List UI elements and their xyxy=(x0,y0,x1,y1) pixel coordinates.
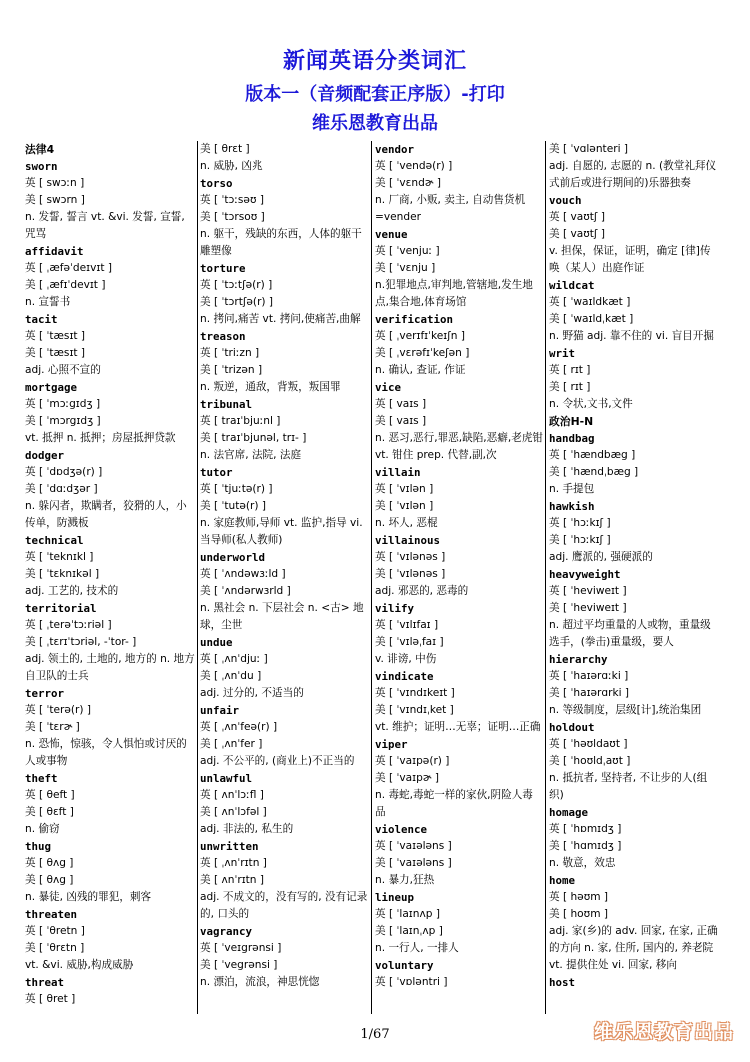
definition: n. 宣誓书 xyxy=(25,296,71,308)
phonetic: 英 [ ˈtriːzn ] xyxy=(200,347,260,359)
definition: n. 漂泊，流浪，神思恍惚 xyxy=(200,976,320,988)
phonetic: 美 [ ˈvɪləˌfaɪ ] xyxy=(375,636,444,648)
headword: unwritten xyxy=(200,840,259,853)
phonetic: 英 [ ˈterə(r) ] xyxy=(25,704,92,716)
phonetic: 美 [ ˈvɛndɚ ] xyxy=(375,177,441,189)
phonetic: 美 [ ˈθrɛtn ] xyxy=(25,942,85,954)
headword: vice xyxy=(375,381,402,394)
vocab-column-2 xyxy=(200,141,368,1014)
definition: n. 偷窃 xyxy=(25,823,60,835)
headword: technical xyxy=(25,534,84,547)
column-divider xyxy=(197,141,198,1014)
definition: adj. 工艺的, 技术的 xyxy=(25,585,119,597)
phonetic: 美 [ ˌʌnˈdu ] xyxy=(200,670,262,682)
headword: verification xyxy=(375,313,454,326)
phonetic: 美 [ ˈvaɪələns ] xyxy=(375,857,452,869)
phonetic: 美 [ ˈtrizən ] xyxy=(200,364,263,376)
phonetic: 英 [ ˈtɔːtʃə(r) ] xyxy=(200,279,273,291)
headword: lineup xyxy=(375,891,415,904)
vocab-column-4 xyxy=(549,141,721,1014)
phonetic: 美 [ ˌæfɪˈdevɪt ] xyxy=(25,279,106,291)
headword: hawkish xyxy=(549,500,595,513)
phonetic: 美 [ vaʊtʃ ] xyxy=(549,228,605,240)
definition: n. 叛逆，通敌，背叛，叛国罪 xyxy=(200,381,341,393)
phonetic: 美 [ ˈvegrənsi ] xyxy=(200,959,278,971)
phonetic: 美 [ ˈtɔrtʃə(r) ] xyxy=(200,296,274,308)
headword: unfair xyxy=(200,704,240,717)
phonetic: 美 [ ˌvɛrəfɪˈkeʃən ] xyxy=(375,347,470,359)
definition: n. 暴力,狂热 xyxy=(375,874,435,886)
headword: territorial xyxy=(25,602,97,615)
headword: home xyxy=(549,874,576,887)
definition: n. 躯干，残缺的东西，人体的躯干雕塑像 xyxy=(200,228,362,257)
headword: handbag xyxy=(549,432,595,445)
headword: vendor xyxy=(375,143,415,156)
definition: adj. 心照不宣的 xyxy=(25,364,101,376)
phonetic: 英 [ ˈhəʊldaʊt ] xyxy=(549,738,628,750)
headword: venue xyxy=(375,228,408,241)
section-heading: 政治H-N xyxy=(549,415,594,428)
phonetic: 美 [ ˈhɑmɪdʒ ] xyxy=(549,840,622,852)
headword: underworld xyxy=(200,551,266,564)
phonetic: 美 [ ˈtæsɪt ] xyxy=(25,347,86,359)
definition: n. 抵抗者, 坚持者, 不让步的人(组织) xyxy=(549,772,708,801)
headword: vouch xyxy=(549,194,582,207)
phonetic: 英 [ ˌʌnˈfeə(r) ] xyxy=(200,721,278,733)
phonetic: 英 [ həʊm ] xyxy=(549,891,609,903)
phonetic: 英 [ ˌverɪfɪˈkeɪʃn ] xyxy=(375,330,466,342)
phonetic: 美 [ ˈdɑːdʒər ] xyxy=(25,483,98,495)
phonetic: 美 [ ˈwaɪldˌkæt ] xyxy=(549,313,634,325)
definition: n. 发誓, 誓言 vt. &vi. 发誓, 宣誓, 咒骂 xyxy=(25,211,185,240)
definition: vt. 抵押 n. 抵押；房屋抵押贷款 xyxy=(25,432,176,444)
phonetic: 英 [ θret ] xyxy=(25,993,76,1005)
definition: v. 诽谤, 中伤 xyxy=(375,653,437,665)
phonetic: 英 [ ˈheviweɪt ] xyxy=(549,585,627,597)
phonetic: 美 [ θrɛt ] xyxy=(200,143,250,155)
headword: vindicate xyxy=(375,670,434,683)
phonetic: 英 [ ˈveɪgrənsi ] xyxy=(200,942,282,954)
phonetic: 美 [ ʌnˈrɪtn ] xyxy=(200,874,265,886)
definition: n. 法官席, 法院, 法庭 xyxy=(200,449,302,461)
headword: vagrancy xyxy=(200,925,253,938)
column-divider xyxy=(545,141,546,1014)
page-number: 1/67 xyxy=(360,1027,390,1042)
phonetic: 英 [ ˌæfəˈdeɪvɪt ] xyxy=(25,262,112,274)
definition: n. 手提包 xyxy=(549,483,595,495)
phonetic: 英 [ ˈtæsɪt ] xyxy=(25,330,86,342)
phonetic: 英 [ ˌterəˈtɔːriəl ] xyxy=(25,619,112,631)
definition: n. 恐怖，惊骇，令人惧怕或讨厌的人或事物 xyxy=(25,738,187,767)
page-subtitle: 版本一（音频配套正序版）-打印 xyxy=(245,84,505,105)
phonetic: 英 [ ˈvɪndɪkeɪt ] xyxy=(375,687,455,699)
phonetic: 英 [ ˈʌndəwɜːld ] xyxy=(200,568,286,580)
phonetic: 美 [ ˈvɑlənteri ] xyxy=(549,143,629,155)
headword: threat xyxy=(25,976,65,989)
phonetic: 美 [ ˈmɔrgɪdʒ ] xyxy=(25,415,101,427)
headword: sworn xyxy=(25,160,58,173)
phonetic: 英 [ ˈteknɪkl ] xyxy=(25,551,94,563)
headword: villainous xyxy=(375,534,441,547)
phonetic: 英 [ ˈvaɪələns ] xyxy=(375,840,452,852)
headword: thug xyxy=(25,840,52,853)
definition: n. 毒蛇,毒蛇一样的家伙,阴险人毒品 xyxy=(375,789,533,818)
phonetic: 英 [ θeft ] xyxy=(25,789,75,801)
definition: n. 恶习,恶行,罪恶,缺陷,恶癖,老虎钳 vt. 钳住 prep. 代替,副,次 xyxy=(375,432,543,461)
headword: theft xyxy=(25,772,58,785)
headword: mortgage xyxy=(25,381,78,394)
definition: adj. 邪恶的, 恶毒的 xyxy=(375,585,469,597)
definition: n. 一行人, 一排人 xyxy=(375,942,459,954)
phonetic: 美 [ hoʊm ] xyxy=(549,908,609,920)
phonetic: 英 [ ˈtɔːsəʊ ] xyxy=(200,194,264,206)
column-divider xyxy=(371,141,372,1014)
definition: n.犯罪地点,审判地,管辖地,发生地点,集合地,体育场馆 xyxy=(375,279,533,308)
phonetic: 美 [ ˈhaɪərɑrki ] xyxy=(549,687,630,699)
definition: n. 野猫 adj. 靠不住的 vi. 盲目开掘 xyxy=(549,330,714,342)
definition: n. 暴徒, 凶残的罪犯，刺客 xyxy=(25,891,152,903)
definition: adj. 家(乡)的 adv. 回家, 在家, 正确的方向 n. 家, 住所, 国内的, 养老院 vt. 提供住处 vi. 回家, 移向 xyxy=(549,925,718,971)
phonetic: 英 [ vaʊtʃ ] xyxy=(549,211,605,223)
definition: n. 确认, 查证, 作证 xyxy=(375,364,466,376)
phonetic: 英 [ ˈvaɪpə(r) ] xyxy=(375,755,450,767)
headword: holdout xyxy=(549,721,595,734)
headword: torture xyxy=(200,262,246,275)
phonetic: 英 [ ˈhɔːkɪʃ ] xyxy=(549,517,611,529)
definition: n. 等级制度，层级[计],统治集团 xyxy=(549,704,702,716)
phonetic: 美 [ rɪt ] xyxy=(549,381,591,393)
phonetic: 英 [ ˌʌnˈrɪtn ] xyxy=(200,857,267,869)
phonetic: 美 [ ˈvaɪpɚ ] xyxy=(375,772,439,784)
definition: adj. 不成文的，没有写的, 没有记录的, 口头的 xyxy=(200,891,368,920)
definition: adj. 鹰派的, 强硬派的 xyxy=(549,551,653,563)
phonetic: 美 [ ˌtɛrɪˈtɔriəl, -ˈtor- ] xyxy=(25,636,137,648)
headword: tacit xyxy=(25,313,58,326)
definition: vt. &vi. 威胁,构成威胁 xyxy=(25,959,134,971)
phonetic: 美 [ ˈʌndərwɜrld ] xyxy=(200,585,291,597)
headword: homage xyxy=(549,806,589,819)
phonetic: 英 [ θʌg ] xyxy=(25,857,74,869)
headword: threaten xyxy=(25,908,78,921)
headword: undue xyxy=(200,636,233,649)
phonetic: 英 [ ˈlaɪnʌp ] xyxy=(375,908,440,920)
phonetic: 英 [ ˈtjuːtə(r) ] xyxy=(200,483,273,495)
definition: n. 坏人, 恶棍 xyxy=(375,517,438,529)
phonetic: 美 [ ˈhoʊldˌaʊt ] xyxy=(549,755,631,767)
phonetic: 美 [ θɛft ] xyxy=(25,806,74,818)
phonetic: 美 [ ˈhɔːkɪʃ ] xyxy=(549,534,611,546)
phonetic: 美 [ ˈvɪlənəs ] xyxy=(375,568,446,580)
page-title: 新闻英语分类词汇 xyxy=(282,49,467,74)
phonetic: 英 [ ˌʌnˈdjuː ] xyxy=(200,653,268,665)
phonetic: 美 [ ˈlaɪnˌʌp ] xyxy=(375,925,443,937)
definition: adj. 不公平的, (商业上)不正当的 xyxy=(200,755,355,767)
headword: host xyxy=(549,976,576,989)
phonetic: 美 [ ˈhændˌbæg ] xyxy=(549,466,639,478)
phonetic: 美 [ vaɪs ] xyxy=(375,415,427,427)
headword: treason xyxy=(200,330,246,343)
phonetic: 英 [ ˈθretn ] xyxy=(25,925,85,937)
phonetic: 美 [ θʌg ] xyxy=(25,874,74,886)
headword: wildcat xyxy=(549,279,595,292)
phonetic: 英 [ ˈhɒmɪdʒ ] xyxy=(549,823,622,835)
definition: n. 令状,文书,文件 xyxy=(549,398,633,410)
section-heading: 法律4 xyxy=(25,143,55,156)
headword: writ xyxy=(549,347,576,360)
headword: vilify xyxy=(375,602,415,615)
phonetic: 英 [ ˈvendə(r) ] xyxy=(375,160,453,172)
definition: v. 担保，保证，证明，确定 [律]传唤（某人）出庭作证 xyxy=(549,245,711,274)
headword: terror xyxy=(25,687,65,700)
phonetic: 英 [ ˈhændbæg ] xyxy=(549,449,636,461)
vocab-column-3 xyxy=(375,141,543,1014)
headword: torso xyxy=(200,177,233,190)
definition: n. 拷问,痛苦 vt. 拷问,使痛苦,曲解 xyxy=(200,313,361,325)
headword: heavyweight xyxy=(549,568,621,581)
phonetic: 英 [ rɪt ] xyxy=(549,364,591,376)
phonetic: 英 [ ˈmɔːgɪdʒ ] xyxy=(25,398,101,410)
definition: adj. 自愿的, 志愿的 n. (教堂礼拜仪式前后或进行期间的)乐器独奏 xyxy=(549,160,717,189)
phonetic: 美 [ ˈvɪndɪˌket ] xyxy=(375,704,454,716)
phonetic: 英 [ vaɪs ] xyxy=(375,398,427,410)
definition: n. 躲闪者，欺瞒者，狡猾的人，小传单，防溅板 xyxy=(25,500,187,529)
headword: unlawful xyxy=(200,772,253,785)
phonetic: 美 [ ˈvɛnju ] xyxy=(375,262,436,274)
phonetic: 美 [ ˌʌnˈfer ] xyxy=(200,738,263,750)
phonetic: 英 [ ˈhaɪərɑːki ] xyxy=(549,670,629,682)
headword: voluntary xyxy=(375,959,434,972)
phonetic: 英 [ ˈdɒdʒə(r) ] xyxy=(25,466,103,478)
definition: n. 家庭教师,导师 vt. 监护,指导 vi. 当导师(私人教师) xyxy=(200,517,363,546)
phonetic: 美 [ ˈtɔrsoʊ ] xyxy=(200,211,265,223)
phonetic: 美 [ ʌnˈlɔfəl ] xyxy=(200,806,267,818)
headword: dodger xyxy=(25,449,65,462)
phonetic: 英 [ ˈvɪlənəs ] xyxy=(375,551,446,563)
phonetic: 英 [ ˈvenjuː ] xyxy=(375,245,440,257)
publisher-watermark: 维乐恩教育出品 xyxy=(593,1021,734,1043)
phonetic: 美 [ ˈheviweɪt ] xyxy=(549,602,627,614)
publisher-line: 维乐恩教育出品 xyxy=(312,113,438,134)
phonetic: 美 [ swɔrn ] xyxy=(25,194,85,206)
definition: n. 厂商, 小贩, 卖主, 自动售货机 =vender xyxy=(375,194,526,223)
phonetic: 英 [ ˈvɪlən ] xyxy=(375,483,434,495)
phonetic: 英 [ ˈvɒləntri ] xyxy=(375,976,448,988)
phonetic: 美 [ ˈtɛrɚ ] xyxy=(25,721,80,733)
definition: adj. 过分的, 不适当的 xyxy=(200,687,304,699)
phonetic: 美 [ traɪˈbjunəl, trɪ- ] xyxy=(200,432,307,444)
phonetic: 英 [ ʌnˈlɔːfl ] xyxy=(200,789,264,801)
phonetic: 美 [ ˈtɛknɪkəl ] xyxy=(25,568,100,580)
headword: tutor xyxy=(200,466,233,479)
vocab-column-1 xyxy=(25,141,195,1014)
definition: n. 敬意，效忠 xyxy=(549,857,616,869)
headword: affidavit xyxy=(25,245,84,258)
headword: villain xyxy=(375,466,421,479)
phonetic: 英 [ swɔːn ] xyxy=(25,177,85,189)
phonetic: 英 [ ˈwaɪldkæt ] xyxy=(549,296,631,308)
definition: n. 超过平均重量的人或物，重量级选手，(拳击)重量级，要人 xyxy=(549,619,711,648)
headword: tribunal xyxy=(200,398,253,411)
definition: vt. 维护；证明…无辜；证明…正确 xyxy=(375,721,541,733)
definition: adj. 非法的, 私生的 xyxy=(200,823,294,835)
definition: n. 威胁, 凶兆 xyxy=(200,160,263,172)
definition: n. 黑社会 n. 下层社会 n. <古> 地球，尘世 xyxy=(200,602,364,631)
headword: violence xyxy=(375,823,428,836)
definition: adj. 领土的, 土地的, 地方的 n. 地方自卫队的士兵 xyxy=(25,653,195,682)
phonetic: 英 [ traɪˈbjuːnl ] xyxy=(200,415,281,427)
phonetic: 美 [ ˈvɪlən ] xyxy=(375,500,434,512)
headword: viper xyxy=(375,738,408,751)
phonetic: 美 [ ˈtutə(r) ] xyxy=(200,500,267,512)
headword: hierarchy xyxy=(549,653,608,666)
phonetic: 英 [ ˈvɪlɪfaɪ ] xyxy=(375,619,439,631)
